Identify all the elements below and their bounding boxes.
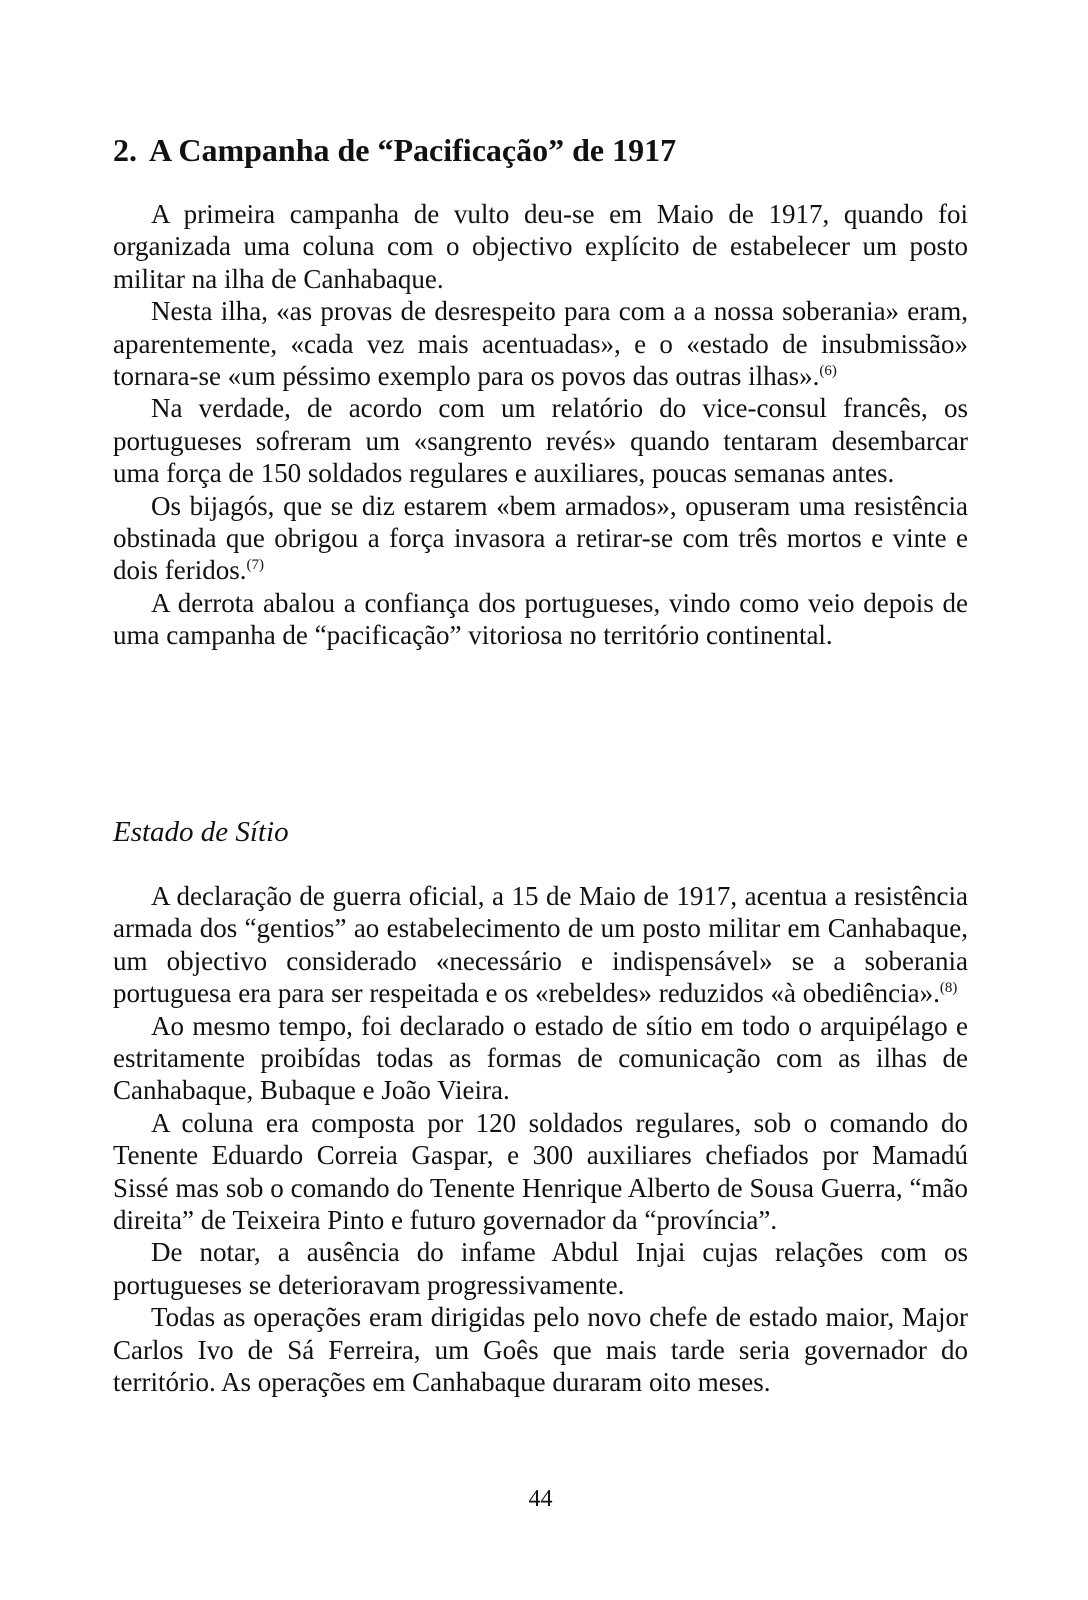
page-number: 44 bbox=[528, 1486, 553, 1512]
paragraph bbox=[113, 1301, 968, 1398]
section-title: A Campanha de “Pacificação” de 1917 bbox=[149, 132, 677, 168]
footnote-ref: (6) bbox=[819, 363, 837, 380]
paragraph-text: A coluna era composta por 120 soldados regulares, sob o comando do Tenente Eduardo Correia Gaspar, e 300 auxiliares chefiados por Mamadú Sissé mas sob o comando do Tenente Henrique Alberto de Sousa Guerra, “mão direita” de Teixeira Pinto e futuro governador da “província”. bbox=[113, 1107, 968, 1236]
paragraph bbox=[113, 1010, 968, 1107]
paragraph bbox=[113, 295, 968, 392]
paragraph-text: Os bijagós, que se diz estarem «bem armados», opuseram uma resistência obstinada que obrigou a força invasora a retirar-se com três mortos e vinte e dois feridos. bbox=[113, 490, 968, 586]
paragraph bbox=[113, 880, 968, 1010]
paragraph-text: A derrota abalou a confiança dos portugueses, vindo como veio depois de uma campanha de “pacificação” vitoriosa no território continental. bbox=[113, 587, 968, 651]
paragraph bbox=[113, 1107, 968, 1237]
section-heading bbox=[113, 130, 676, 170]
subsection-heading: Estado de Sítio bbox=[113, 816, 289, 848]
paragraph-text: A primeira campanha de vulto deu-se em Maio de 1917, quando foi organizada uma coluna com o objectivo explícito de estabelecer um posto militar na ilha de Canhabaque. bbox=[113, 199, 968, 294]
footnote-ref: (7) bbox=[246, 557, 264, 574]
paragraph bbox=[113, 490, 968, 587]
paragraph bbox=[113, 587, 968, 652]
paragraph-text: Todas as operações eram dirigidas pelo novo chefe de estado maior, Major Carlos Ivo de Sá Ferreira, um Goês que mais tarde seria governador do território. As operações em Canhabaque duraram oito meses. bbox=[113, 1302, 968, 1398]
section-number: 2. bbox=[113, 132, 137, 168]
section-body bbox=[113, 198, 968, 652]
paragraph-text: Na verdade, de acordo com um relatório do vice-consul francês, os portugueses sofreram um «sangrento revés» quando tentaram desembarcar uma força de 150 soldados regulares e auxiliares, poucas semanas antes. bbox=[113, 393, 968, 489]
subsection-body bbox=[113, 880, 968, 1399]
paragraph-text: De notar, a ausência do infame Abdul Injai cujas relações com os portugueses se deterioravam progressivamente. bbox=[113, 1237, 968, 1300]
paragraph bbox=[113, 1236, 968, 1301]
paragraph-text: A declaração de guerra oficial, a 15 de Maio de 1917, acentua a resistência armada dos “gentios” ao estabelecimento de um posto militar em Canhabaque, um objectivo considerado «necessário e indispensável» se a soberania portuguesa era para ser respeitada e os «rebeldes» reduzidos «à obediência». bbox=[113, 881, 968, 1009]
footnote-ref: (8) bbox=[939, 980, 958, 997]
paragraph-text: Ao mesmo tempo, foi declarado o estado de sítio em todo o arquipélago e estritamente proibídas todas as formas de comunicação com as ilhas de Canhabaque, Bubaque e João Vieira. bbox=[113, 1010, 968, 1106]
paragraph bbox=[113, 392, 968, 489]
paragraph bbox=[113, 198, 968, 295]
book-page bbox=[113, 0, 968, 1600]
paragraph-text: Nesta ilha, «as provas de desrespeito para com a a nossa soberania» eram, aparentemente, «cada vez mais acentuadas», e o «estado de insubmissão» tornara-se «um péssimo exemplo para os povos das outras ilhas». bbox=[113, 296, 968, 392]
